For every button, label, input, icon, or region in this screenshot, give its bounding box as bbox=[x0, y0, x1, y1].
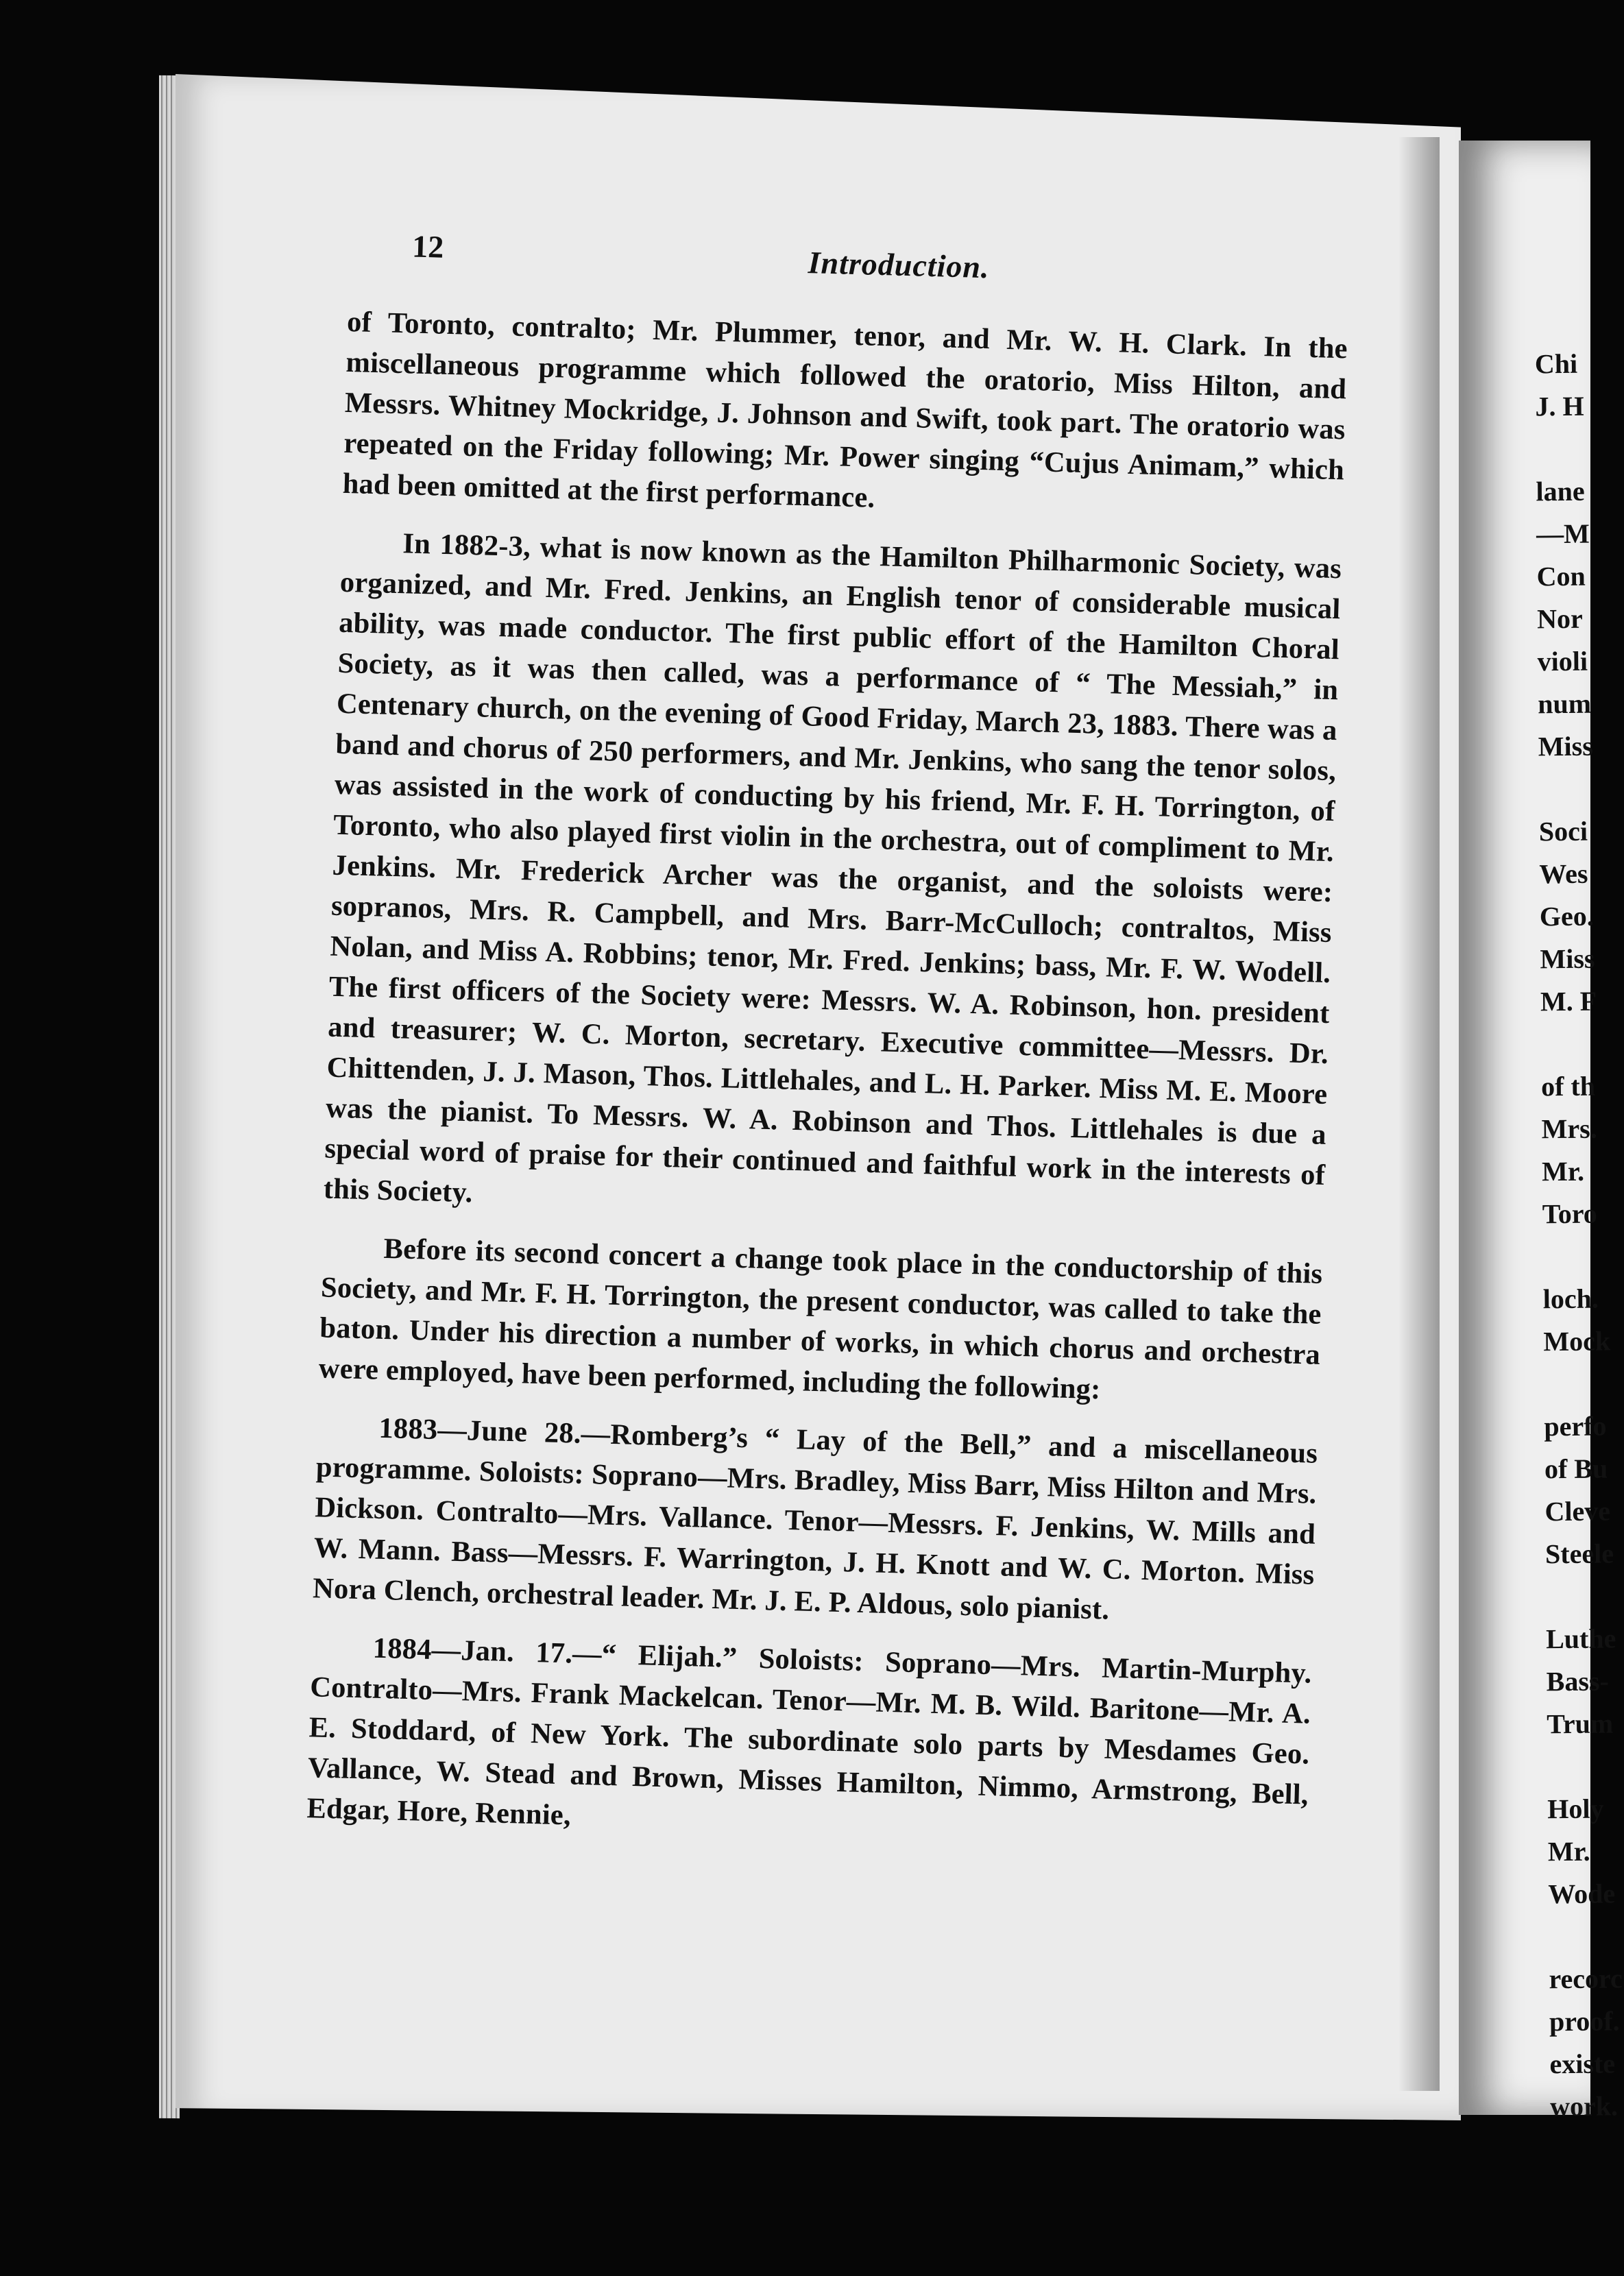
facing-line: —M bbox=[1536, 518, 1590, 550]
facing-line: work. bbox=[1549, 2090, 1619, 2122]
facing-line: violi bbox=[1537, 645, 1588, 677]
facing-line: Mock bbox=[1543, 1325, 1611, 1357]
facing-line: Cleve bbox=[1544, 1495, 1611, 1527]
facing-line bbox=[1536, 428, 1584, 471]
facing-line bbox=[1542, 1235, 1591, 1279]
facing-line: Holy bbox=[1547, 1793, 1604, 1825]
facing-line: Mrs. bbox=[1541, 1113, 1597, 1145]
paragraph-continuation: of Toronto, contralto; Mr. Plummer, tenor, and Mr. W. H. Clark. In the miscellaneous programme which followed the oratorio, Miss Hilton, and Messrs. Whitney Mockridge, J. Johnson and Swift, took part. The oratorio was repeated on the Friday following; Mr. Power singing “Cujus Animam,” which had been omitted at the first performance. bbox=[342, 305, 1348, 514]
running-title: Introduction. bbox=[808, 245, 991, 285]
facing-line: of th bbox=[1540, 1070, 1596, 1102]
facing-line: J. H bbox=[1535, 390, 1584, 422]
facing-line: Toro bbox=[1542, 1198, 1597, 1230]
paragraph-conductorship: Before its second concert a change took place in the conductorship of this Society, and Mr. F. H. Torrington, the present conductor, was called to take the baton. Under his direction a number of works, in which chorus and orchestra were employed, have been performed, including the following: bbox=[318, 1232, 1323, 1406]
page-number: 12 bbox=[411, 228, 444, 265]
paragraph-philharmonic-history: In 1882-3, what is now known as the Hamilton Philharmonic Society, was organized, and Mr. Fred. Jenkins, an English tenor of considerable musical ability, was made conductor. The first public effort of the Hamilton Choral Society, as it was then called, was a performance of “ The Messiah,” in Centenary church, on the evening of Good Friday, March 23, 1883. There was a band and chorus of 250 performers, and Mr. Jenkins, who sang the tenor solos, was assisted in the work of conducting by his friend, Mr. F. H. Torrington, of Toronto, who also played first violin in the orchestra, out of compliment to Mr. Jenkins. Mr. Frederick Archer was the organist, and the soloists were: sopranos, Mrs. R. Campbell, and Mrs. Barr-McCulloch; contraltos, Miss Nolan, and Miss A. Robbins; tenor, Mr. Fred. Jenkins; bass, Mr. F. W. Wodell. The first officers of the Society were: Messrs. W. A. Robinson, hon. president and treasurer; W. C. Morton, secretary. Executive committee—Messrs. Dr. Chittenden, J. J. Mason, Thos. Littlehales, and L. H. Parker. Miss M. E. Moore was the pianist. To Messrs. W. A. Robinson and Thos. Littlehales is due a special word of praise for their continued and faithful work in the interests of this Society. bbox=[323, 527, 1342, 1209]
facing-line: perfo bbox=[1544, 1410, 1607, 1442]
paragraph-1883-concert: 1883—June 28.—Romberg’s “ Lay of the Bell,” and a miscellaneous programme. Soloists: Soprano—Mrs. Bradley, Miss Barr, Miss Hilton and Mrs. Dickson. Contralto—Mrs. Vallance. Tenor—Messrs. F. Jenkins, W. Mills and W. Mann. Bass—Messrs. F. Warrington, J. H. Knott and W. C. Morton. Miss Nora Clench, orchestral leader. Mr. J. E. P. Aldous, solo pianist. bbox=[312, 1412, 1318, 1626]
body-text bbox=[306, 302, 1348, 1856]
facing-line: Wes bbox=[1539, 858, 1588, 890]
facing-line: Geo. bbox=[1539, 900, 1595, 932]
facing-line: proof. bbox=[1549, 2005, 1620, 2037]
facing-line: Mr. bbox=[1541, 1155, 1585, 1187]
facing-line: M. F bbox=[1540, 985, 1597, 1017]
facing-line: existe bbox=[1549, 2048, 1616, 2080]
facing-line: Mr. bbox=[1547, 1835, 1590, 1867]
facing-line: Wode bbox=[1548, 1878, 1616, 1910]
facing-line: Trum bbox=[1547, 1708, 1614, 1740]
facing-line: num bbox=[1538, 688, 1592, 720]
facing-line: Soci bbox=[1538, 815, 1588, 847]
facing-line: loch. bbox=[1542, 1283, 1599, 1315]
facing-line bbox=[1549, 1915, 1597, 1959]
facing-line: Nor bbox=[1536, 603, 1583, 635]
facing-line bbox=[1547, 1745, 1595, 1789]
facing-line bbox=[1538, 768, 1587, 811]
facing-line: of Bu bbox=[1544, 1453, 1608, 1485]
facing-line: lane bbox=[1536, 475, 1585, 507]
page-content bbox=[306, 226, 1350, 1874]
facing-line bbox=[1544, 1363, 1592, 1406]
facing-line bbox=[1545, 1575, 1594, 1619]
paragraph-1884-elijah: 1884—Jan. 17.—“ Elijah.” Soloists: Soprano—Mrs. Martin-Murphy. Contralto—Mrs. Frank Mackelcan. Tenor—Mr. M. B. Wild. Baritone—Mr. A. E. Stoddard, of New York. The subordinate solo parts by Mesdames Geo. Vallance, W. Stead and Brown, Misses Hamilton, Nimmo, Armstrong, Bell, Edgar, Hore, Rennie, bbox=[306, 1632, 1313, 1832]
facing-line: Miss bbox=[1538, 730, 1593, 762]
facing-line: Chi bbox=[1534, 348, 1578, 380]
facing-line: Luthe bbox=[1545, 1623, 1616, 1655]
facing-line bbox=[1540, 1023, 1589, 1066]
facing-line: Miss bbox=[1540, 943, 1595, 975]
facing-line: recorc bbox=[1549, 1963, 1623, 1995]
facing-line: Bass- bbox=[1546, 1665, 1610, 1697]
facing-line: Con bbox=[1536, 560, 1586, 592]
book-gutter bbox=[1398, 137, 1440, 2091]
facing-line: Steele bbox=[1544, 1538, 1614, 1570]
